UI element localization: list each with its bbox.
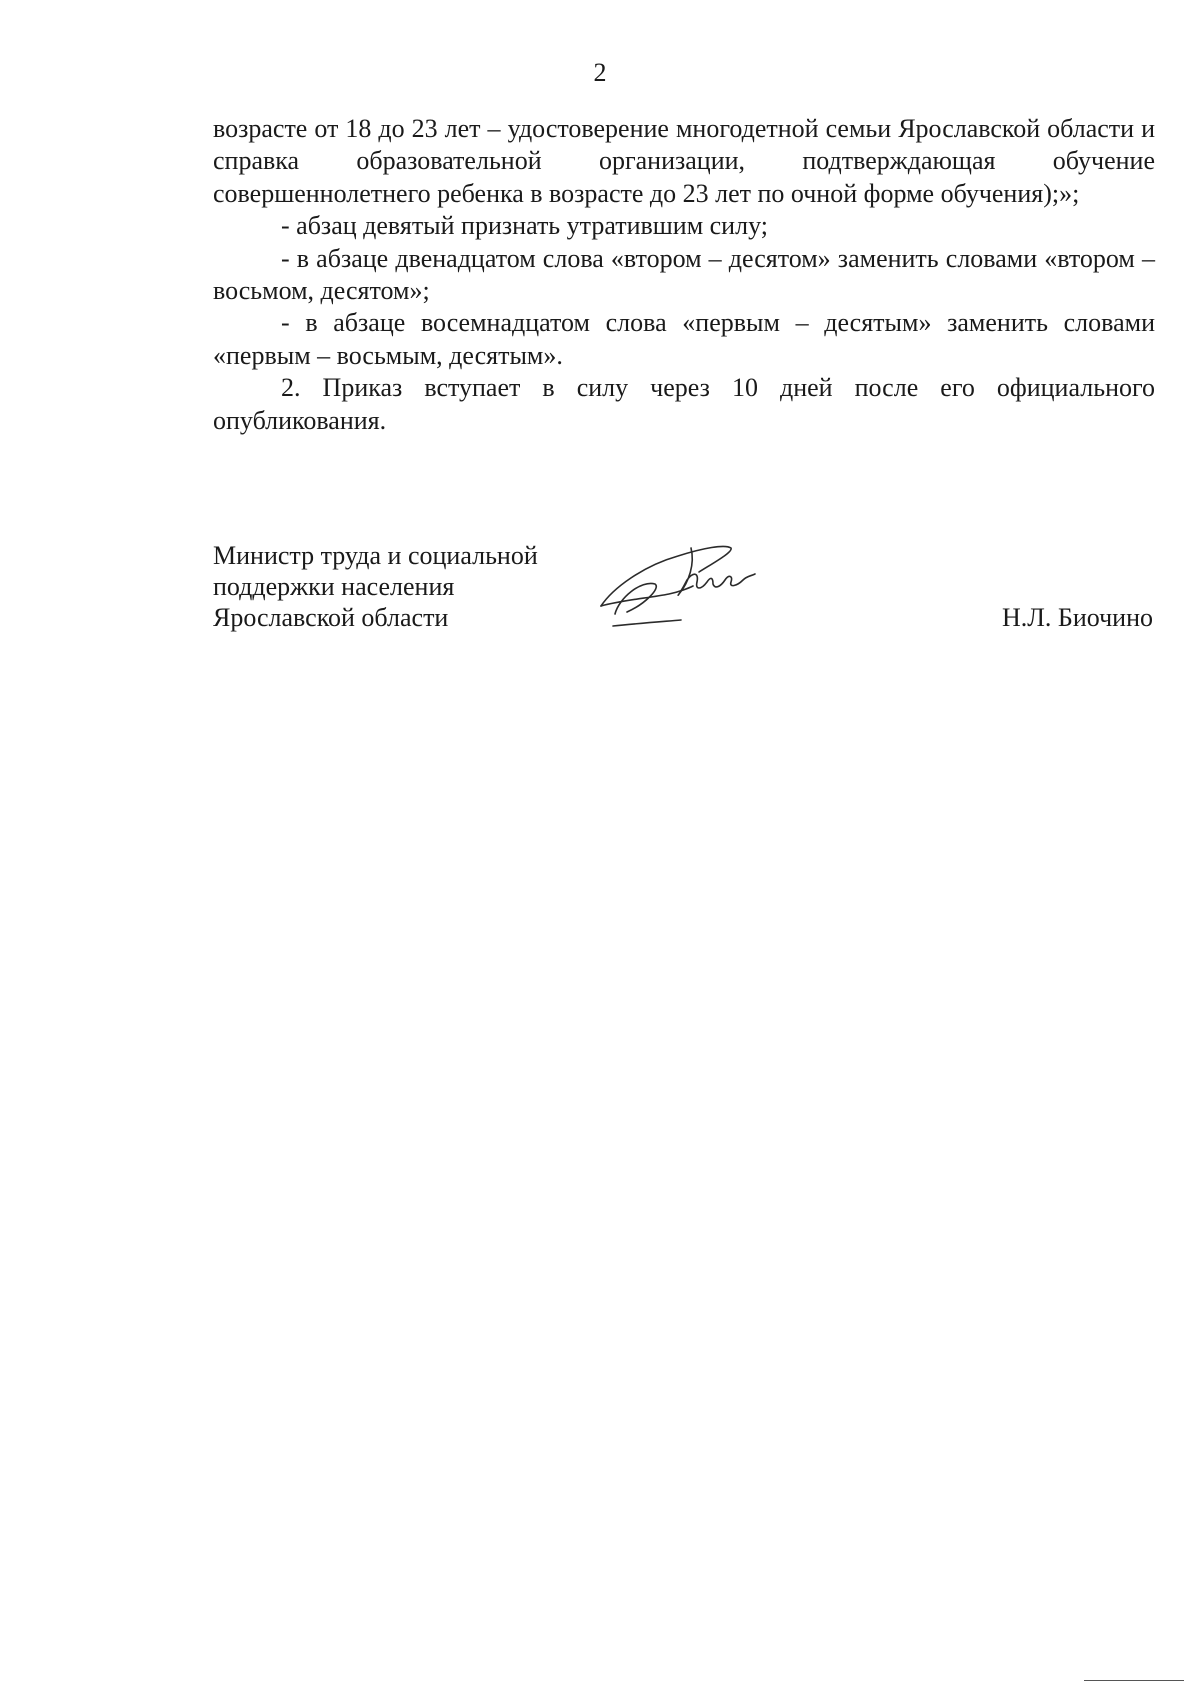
paragraph-clause-twelfth: - в абзаце двенадцатом слова «втором – десятом» заменить словами «втором – восьмом, десятом»; — [213, 243, 1155, 306]
handwritten-signature — [583, 528, 783, 638]
paragraph-clause-eighteenth: - в абзаце восемнадцатом слова «первым – десятым» заменить словами «первым – восьмым, десятым». — [213, 308, 1155, 370]
signatory-name: Н.Л. Биочино — [1002, 603, 1153, 632]
paragraph-effective-date: 2. Приказ вступает в силу через 10 дней после его официального опубликования. — [213, 373, 1155, 435]
document-body — [213, 113, 1155, 437]
signatory-position-line: Министр труда и социальной — [213, 541, 538, 570]
signature-block — [213, 540, 1153, 650]
paragraph-continuation: возрасте от 18 до 23 лет – удостоверение многодетной семьи Ярославской области и справка образовательной организации, подтверждающая обучение совершеннолетнего ребенка в возрасте до 23 лет по очной форме обучения);»; — [213, 114, 1155, 208]
footer-rule — [1084, 1680, 1184, 1681]
paragraph-clause-ninth: - абзац девятый признать утратившим силу; — [281, 211, 768, 241]
signatory-position-line: Ярославской области — [213, 603, 449, 632]
page-number: 2 — [593, 58, 607, 87]
signatory-position-line: поддержки населения — [213, 572, 455, 601]
